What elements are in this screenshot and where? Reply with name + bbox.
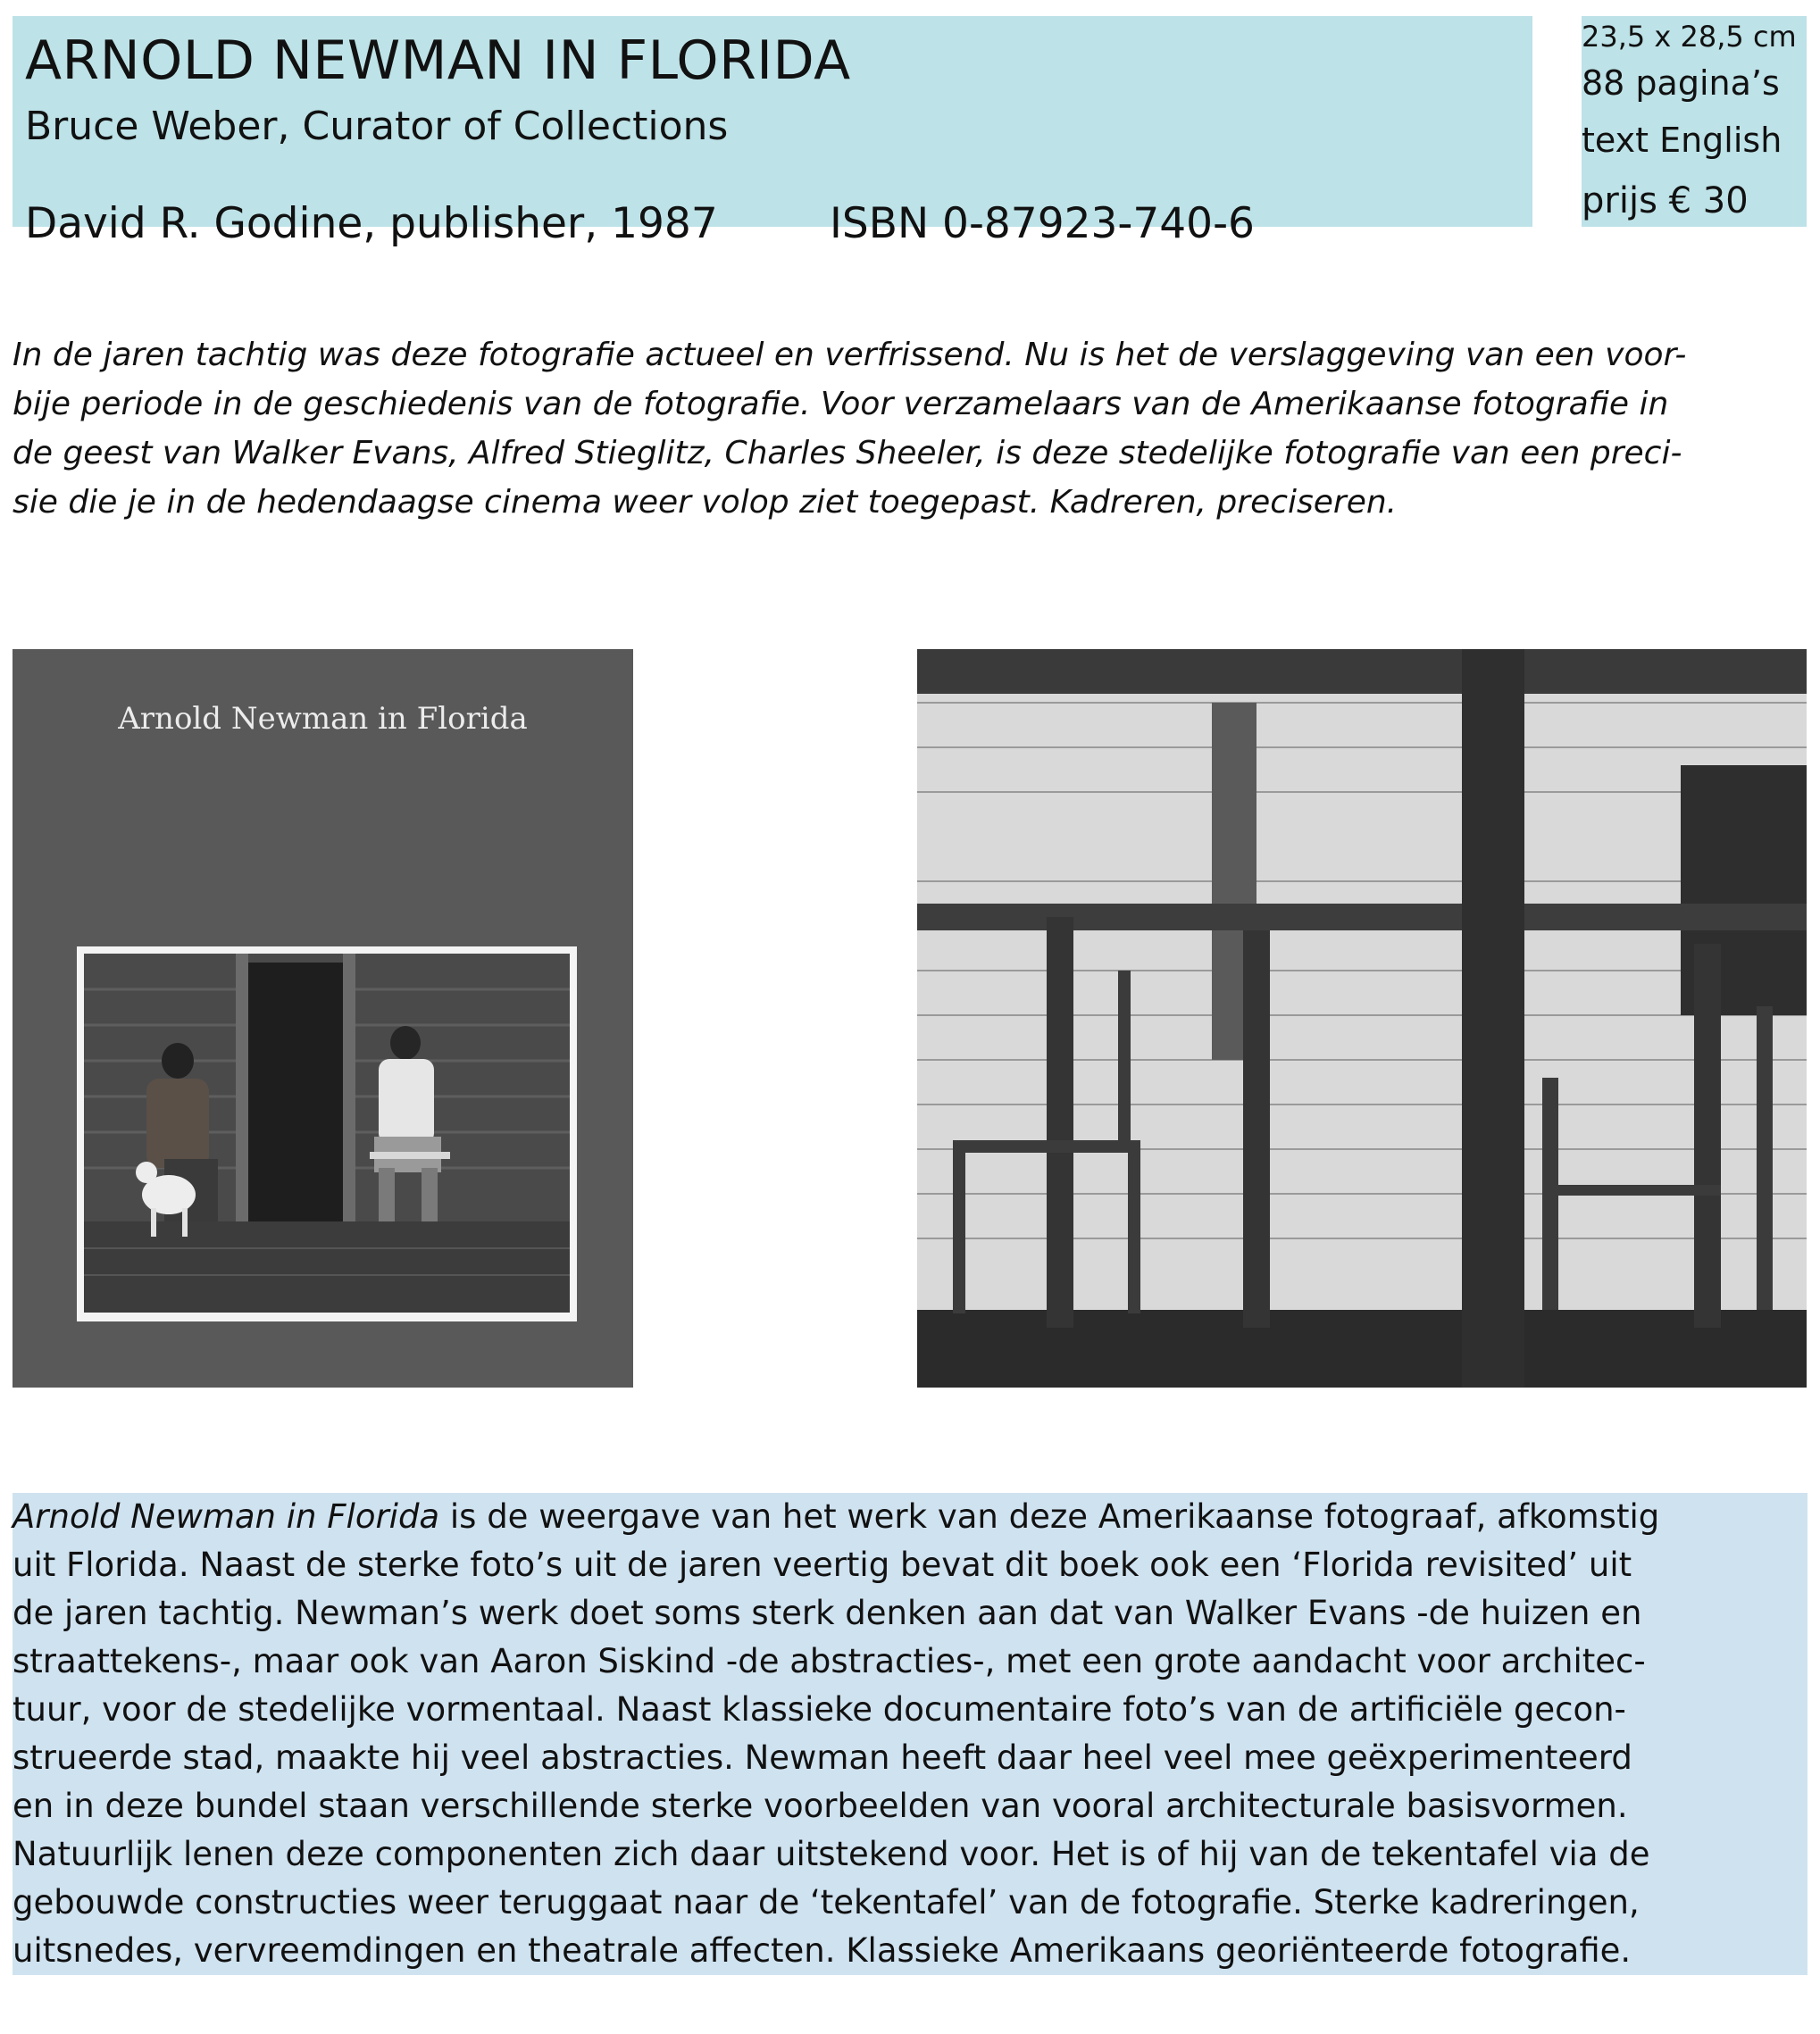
body-paragraph bbox=[13, 1493, 1807, 1975]
body-line bbox=[13, 1493, 1807, 1541]
intro-paragraph bbox=[13, 330, 1807, 527]
intro-line: In de jaren tachtig was deze fotografie actueel en verfrissend. Nu is het de verslaggeving van een voor- bbox=[13, 337, 1687, 373]
book-title: ARNOLD NEWMAN IN FLORIDA bbox=[25, 29, 851, 92]
spec-language: text English bbox=[1582, 121, 1782, 160]
body-line: tuur, voor de stedelijke vormentaal. Naast klassieke documentaire foto’s van de artificiële gecon- bbox=[13, 1686, 1807, 1734]
body-line: gebouwde constructies weer teruggaat naar de ‘tekentafel’ van de fotografie. Sterke kadreringen, bbox=[13, 1879, 1807, 1927]
intro-line: bije periode in de geschiedenis van de fotografie. Voor verzamelaars van de Amerikaanse fotografie in bbox=[13, 386, 1669, 422]
body-line: straattekens-, maar ook van Aaron Siskind -de abstracties-, met een grote aandacht voor architec- bbox=[13, 1638, 1807, 1686]
cover-title: Arnold Newman in Florida bbox=[118, 701, 528, 737]
cover-photo-frame bbox=[77, 946, 577, 1321]
body-book-title: Arnold Newman in Florida bbox=[13, 1497, 440, 1536]
body-line: Natuurlijk lenen deze componenten zich daar uitstekend voor. Het is of hij van de tekentafel via de bbox=[13, 1830, 1807, 1879]
spec-price: prijs € 30 bbox=[1582, 180, 1749, 221]
body-line-rest: is de weergave van het werk van deze Amerikaanse fotograaf, afkomstig bbox=[439, 1497, 1660, 1536]
book-isbn: ISBN 0-87923-740-6 bbox=[830, 199, 1255, 248]
body-line: en in deze bundel staan verschillende sterke voorbeelden van vooral architecturale basisvormen. bbox=[13, 1782, 1807, 1830]
porch-photo-illustration bbox=[917, 649, 1807, 1388]
body-line: uitsnedes, vervreemdingen en theatrale affecten. Klassieke Amerikaans georiënteerde fotografie. bbox=[13, 1927, 1807, 1975]
intro-line: sie die je in de hedendaagse cinema weer volop ziet toegepast. Kadreren, preciseren. bbox=[13, 484, 1398, 521]
title-panel bbox=[13, 16, 1532, 248]
spec-size: 23,5 x 28,5 cm bbox=[1582, 20, 1797, 54]
book-publisher: David R. Godine, publisher, 1987 bbox=[25, 199, 718, 248]
cover-photo bbox=[84, 954, 570, 1313]
book-cover-image bbox=[13, 649, 633, 1388]
cover-photo-illustration bbox=[84, 954, 570, 1313]
porch-photo bbox=[917, 649, 1807, 1388]
spec-pages: 88 pagina’s bbox=[1582, 63, 1780, 103]
body-line: uit Florida. Naast de sterke foto’s uit de jaren veertig bevat dit boek ook een ‘Florida revisited’ uit bbox=[13, 1541, 1807, 1589]
book-author: Bruce Weber, Curator of Collections bbox=[25, 104, 729, 149]
body-line: de jaren tachtig. Newman’s werk doet soms sterk denken aan dat van Walker Evans -de huizen en bbox=[13, 1589, 1807, 1638]
body-line: strueerde stad, maakte hij veel abstracties. Newman heeft daar heel veel mee geëxperimenteerd bbox=[13, 1734, 1807, 1782]
intro-line: de geest van Walker Evans, Alfred Stieglitz, Charles Sheeler, is deze stedelijke fotografie van een preci- bbox=[13, 435, 1682, 471]
